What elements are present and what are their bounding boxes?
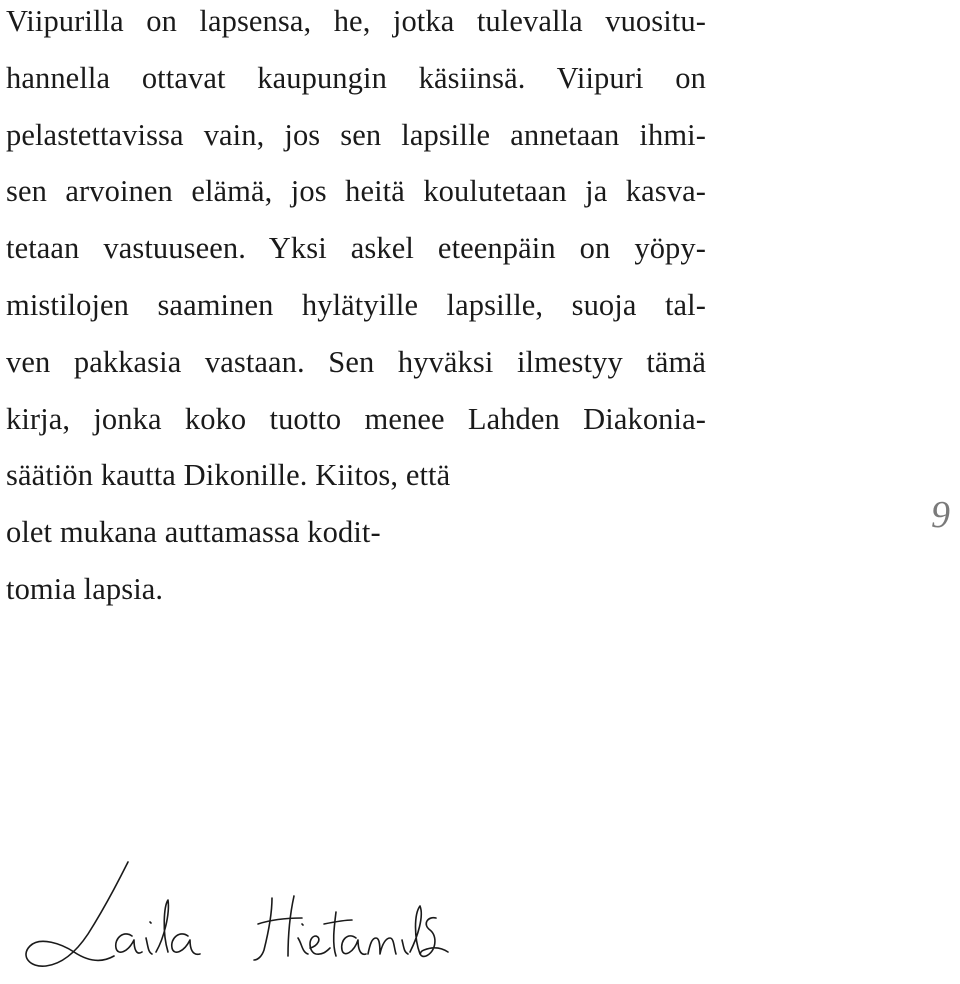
page-number: 9 <box>931 494 950 536</box>
text-line: mistilojen saaminen hylätyille lapsille, suoja tal- <box>6 287 706 322</box>
text-line: säätiön kautta Dikonille. Kiitos, että <box>6 458 451 493</box>
text-line: ven pakkasia vastaan. Sen hyväksi ilmestyy tämä <box>6 344 706 379</box>
text-line: olet mukana auttamassa kodit- <box>6 515 381 550</box>
handwritten-signature <box>10 852 470 977</box>
text-line: pelastettavissa vain, jos sen lapsille annetaan ihmi- <box>6 117 706 152</box>
text-line: sen arvoinen elämä, jos heitä koulutetaan ja kasva- <box>6 174 706 209</box>
text-line: tomia lapsia. <box>6 571 164 606</box>
text-line: kirja, jonka koko tuotto menee Lahden Diakonia- <box>6 401 706 436</box>
text-line: hannella ottavat kaupungin käsiinsä. Viipuri on <box>6 60 706 95</box>
text-line: tetaan vastuuseen. Yksi askel eteenpäin on yöpy- <box>6 231 706 266</box>
text-line: Viipurilla on lapsensa, he, jotka tulevalla vuositu- <box>6 4 706 38</box>
letter-text <box>6 0 706 618</box>
